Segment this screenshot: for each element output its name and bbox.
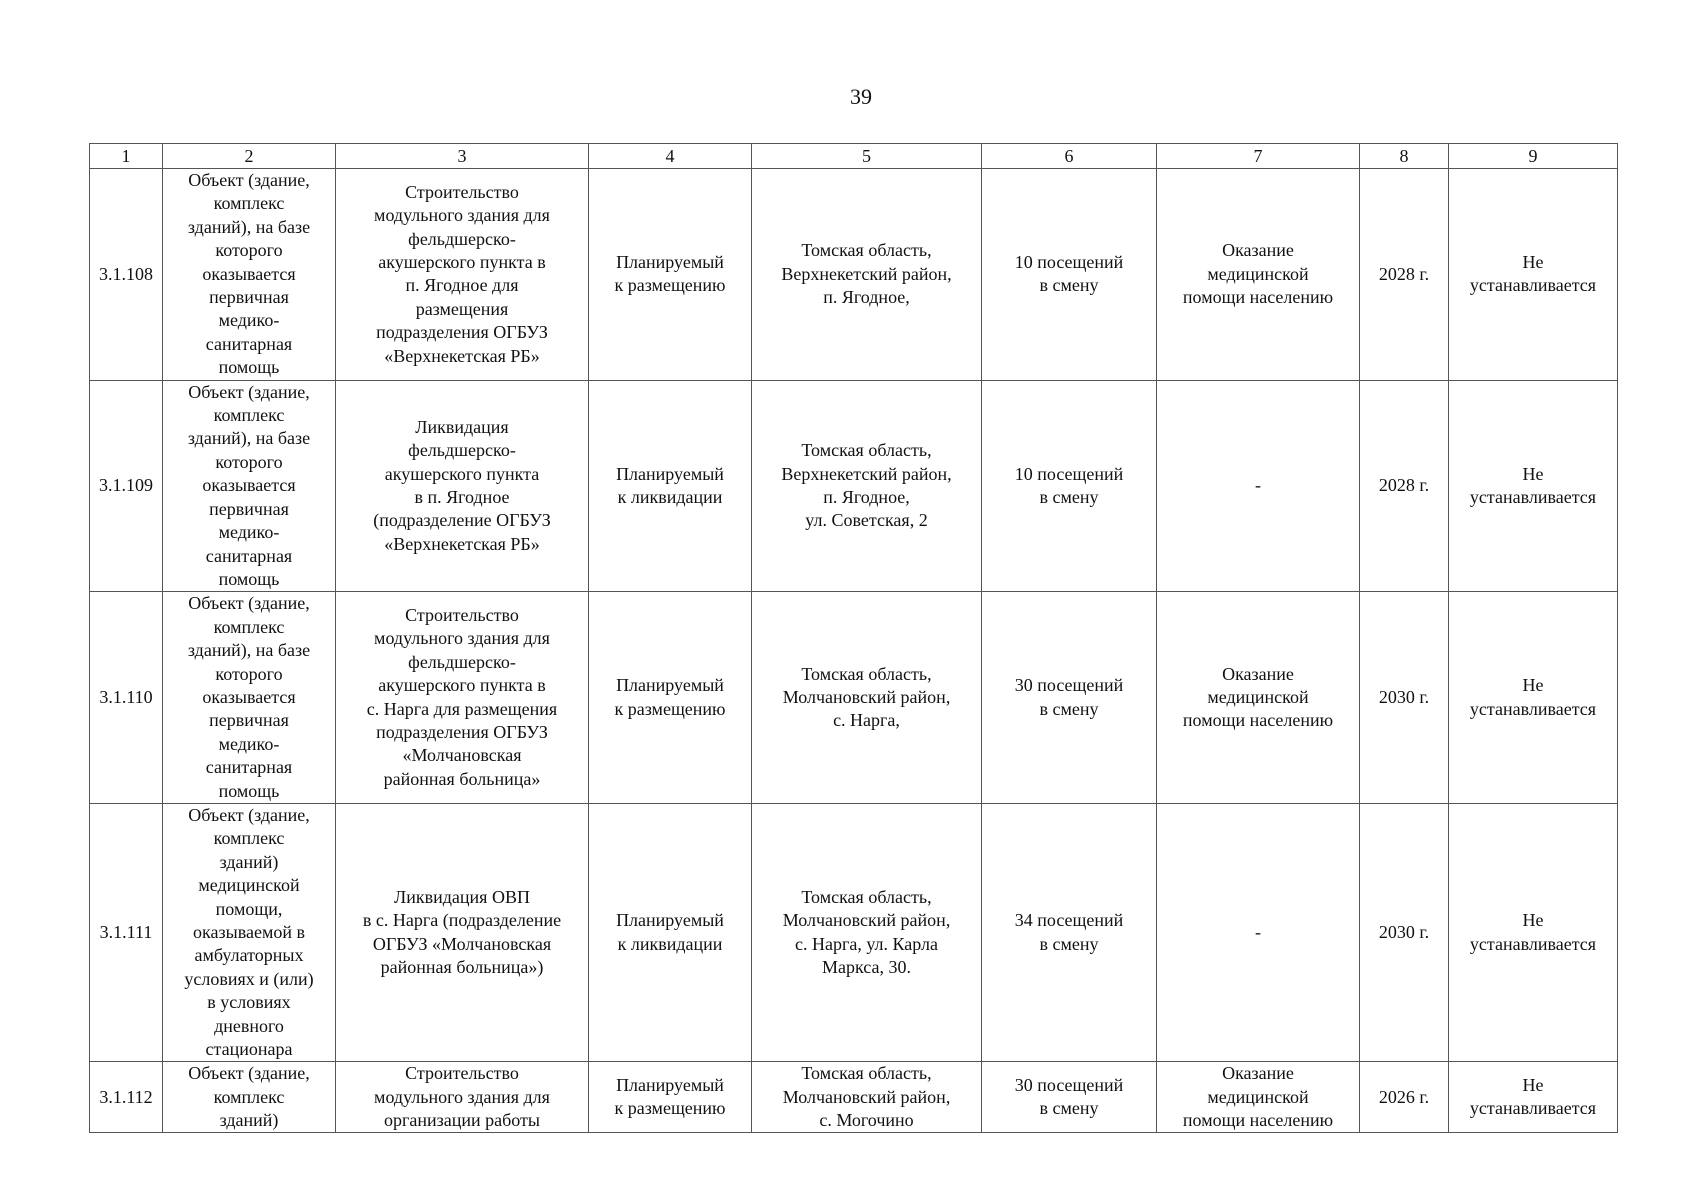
table-row — [90, 1062, 1618, 1133]
column-header: 8 — [1360, 144, 1449, 169]
year-cell: 2028 г. — [1360, 380, 1449, 592]
object-type-cell: Объект (здание, комплекс зданий) — [163, 1062, 336, 1133]
row-number: 3.1.111 — [90, 803, 163, 1061]
location-cell: Томская область, Верхнекетский район, п. Ягодное, ул. Советская, 2 — [752, 380, 982, 592]
table-row — [90, 380, 1618, 592]
table-row — [90, 592, 1618, 804]
status-cell: Планируемый к размещению — [589, 592, 752, 804]
capacity-cell: 10 посещений в смену — [982, 380, 1157, 592]
zone-cell: Не устанавливается — [1449, 169, 1618, 381]
capacity-cell: 10 посещений в смену — [982, 169, 1157, 381]
zone-cell: Не устанавливается — [1449, 380, 1618, 592]
row-number: 3.1.108 — [90, 169, 163, 381]
row-number: 3.1.110 — [90, 592, 163, 804]
table-row — [90, 803, 1618, 1061]
location-cell: Томская область, Молчановский район, с. Нарга, ул. Карла Маркса, 30. — [752, 803, 982, 1061]
object-name-cell: Строительство модульного здания для фельдшерско- акушерского пункта в п. Ягодное для размещения подразделения ОГБУЗ «Верхнекетская РБ» — [336, 169, 589, 381]
capacity-cell: 30 посещений в смену — [982, 592, 1157, 804]
purpose-cell: Оказание медицинской помощи населению — [1157, 169, 1360, 381]
status-cell: Планируемый к размещению — [589, 1062, 752, 1133]
row-number: 3.1.112 — [90, 1062, 163, 1133]
object-type-cell: Объект (здание, комплекс зданий) медицинской помощи, оказываемой в амбулаторных условиях и (или) в условиях дневного стационара — [163, 803, 336, 1061]
column-header: 5 — [752, 144, 982, 169]
object-type-cell: Объект (здание, комплекс зданий), на базе которого оказывается первичная медико- санитарная помощь — [163, 380, 336, 592]
capacity-cell: 30 посещений в смену — [982, 1062, 1157, 1133]
column-header: 1 — [90, 144, 163, 169]
zone-cell: Не устанавливается — [1449, 592, 1618, 804]
page-number: 39 — [850, 84, 872, 109]
column-header: 7 — [1157, 144, 1360, 169]
location-cell: Томская область, Верхнекетский район, п. Ягодное, — [752, 169, 982, 381]
object-name-cell: Ликвидация ОВП в с. Нарга (подразделение ОГБУЗ «Молчановская районная больница») — [336, 803, 589, 1061]
object-name-cell: Строительство модульного здания для фельдшерско- акушерского пункта в с. Нарга для размещения подразделения ОГБУЗ «Молчановская районная больница» — [336, 592, 589, 804]
purpose-cell: - — [1157, 380, 1360, 592]
object-name-cell: Строительство модульного здания для организации работы — [336, 1062, 589, 1133]
column-number-row — [90, 144, 1618, 169]
year-cell: 2030 г. — [1360, 803, 1449, 1061]
column-header: 3 — [336, 144, 589, 169]
object-name-cell: Ликвидация фельдшерско- акушерского пункта в п. Ягодное (подразделение ОГБУЗ «Верхнекетская РБ» — [336, 380, 589, 592]
objects-table — [89, 143, 1618, 1133]
status-cell: Планируемый к ликвидации — [589, 803, 752, 1061]
location-cell: Томская область, Молчановский район, с. Могочино — [752, 1062, 982, 1133]
status-cell: Планируемый к ликвидации — [589, 380, 752, 592]
year-cell: 2030 г. — [1360, 592, 1449, 804]
column-header: 6 — [982, 144, 1157, 169]
table-row — [90, 169, 1618, 381]
location-cell: Томская область, Молчановский район, с. Нарга, — [752, 592, 982, 804]
column-header: 4 — [589, 144, 752, 169]
year-cell: 2026 г. — [1360, 1062, 1449, 1133]
status-cell: Планируемый к размещению — [589, 169, 752, 381]
purpose-cell: Оказание медицинской помощи населению — [1157, 592, 1360, 804]
capacity-cell: 34 посещений в смену — [982, 803, 1157, 1061]
row-number: 3.1.109 — [90, 380, 163, 592]
purpose-cell: - — [1157, 803, 1360, 1061]
object-type-cell: Объект (здание, комплекс зданий), на базе которого оказывается первичная медико- санитарная помощь — [163, 592, 336, 804]
purpose-cell: Оказание медицинской помощи населению — [1157, 1062, 1360, 1133]
zone-cell: Не устанавливается — [1449, 803, 1618, 1061]
column-header: 9 — [1449, 144, 1618, 169]
object-type-cell: Объект (здание, комплекс зданий), на базе которого оказывается первичная медико- санитарная помощь — [163, 169, 336, 381]
zone-cell: Не устанавливается — [1449, 1062, 1618, 1133]
year-cell: 2028 г. — [1360, 169, 1449, 381]
column-header: 2 — [163, 144, 336, 169]
